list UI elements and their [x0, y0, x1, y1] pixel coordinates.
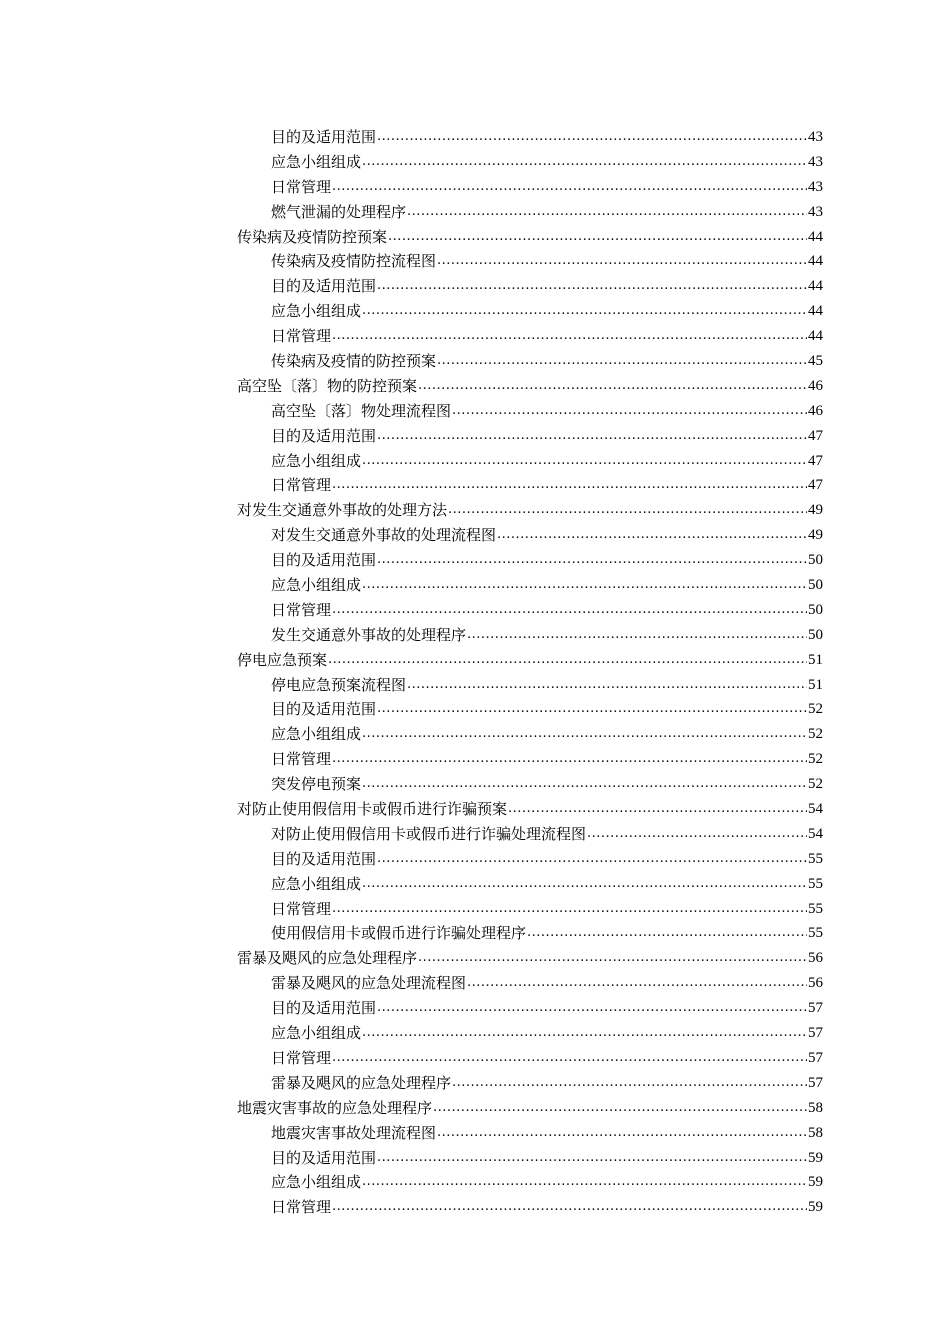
toc-section-entry[interactable]: [237, 498, 823, 523]
toc-entry-title: 雷暴及飓风的应急处理程序: [237, 949, 418, 968]
toc-entry-title: 停电应急预案: [237, 650, 328, 669]
toc-entry-title: 对防止使用假信用卡或假币进行诈骗处理流程图: [271, 824, 587, 843]
toc-entry-page-number: 46: [808, 377, 823, 394]
toc-dot-leader: [362, 1170, 807, 1195]
toc-subsection-entry[interactable]: [237, 473, 823, 498]
toc-entry-page-number: 50: [808, 577, 823, 594]
toc-entry-page-number: 56: [808, 950, 823, 967]
toc-dot-leader: [448, 498, 807, 523]
toc-entry-page-number: 49: [808, 502, 823, 519]
toc-dot-leader: [433, 1096, 807, 1121]
toc-entry-page-number: 44: [808, 228, 823, 245]
toc-entry-page-number: 43: [808, 178, 823, 195]
toc-section-entry[interactable]: [237, 374, 823, 399]
toc-entry-page-number: 43: [808, 203, 823, 220]
toc-dot-leader: [407, 673, 807, 698]
toc-subsection-entry[interactable]: [237, 523, 823, 548]
toc-entry-page-number: 58: [808, 1124, 823, 1141]
toc-dot-leader: [437, 349, 807, 374]
toc-entry-page-number: 52: [808, 751, 823, 768]
toc-entry-page-number: 57: [808, 1074, 823, 1091]
toc-section-entry[interactable]: [237, 797, 823, 822]
toc-dot-leader: [332, 897, 807, 922]
toc-entry-title: 对发生交通意外事故的处理流程图: [271, 526, 497, 545]
toc-entry-page-number: 56: [808, 975, 823, 992]
toc-entry-title: 目的及适用范围: [271, 551, 377, 570]
toc-entry-page-number: 55: [808, 925, 823, 942]
toc-subsection-entry[interactable]: [237, 573, 823, 598]
toc-subsection-entry[interactable]: [237, 598, 823, 623]
toc-subsection-entry[interactable]: [237, 449, 823, 474]
toc-subsection-entry[interactable]: [237, 673, 823, 698]
toc-entry-page-number: 47: [808, 477, 823, 494]
toc-entry-title: 目的及适用范围: [271, 1148, 377, 1167]
toc-entry-page-number: 43: [808, 153, 823, 170]
toc-entry-title: 传染病及疫情的防控预案: [271, 352, 437, 370]
toc-subsection-entry[interactable]: [237, 772, 823, 797]
toc-entry-title: 目的及适用范围: [271, 127, 377, 146]
toc-dot-leader: [332, 747, 807, 772]
toc-dot-leader: [377, 996, 807, 1021]
toc-entry-page-number: 44: [808, 278, 823, 295]
toc-dot-leader: [377, 424, 807, 449]
table-of-contents: [237, 125, 823, 1220]
toc-subsection-entry[interactable]: [237, 274, 823, 299]
toc-dot-leader: [377, 847, 807, 872]
toc-dot-leader: [362, 772, 807, 797]
toc-dot-leader: [377, 697, 807, 722]
toc-entry-title: 地震灾害事故处理流程图: [271, 1123, 437, 1142]
toc-entry-page-number: 51: [808, 676, 823, 693]
toc-section-entry[interactable]: [237, 946, 823, 971]
toc-dot-leader: [407, 200, 807, 225]
toc-entry-page-number: 59: [808, 1149, 823, 1166]
toc-entry-title: 对防止使用假信用卡或假币进行诈骗预案: [237, 800, 508, 819]
toc-subsection-entry[interactable]: [237, 897, 823, 922]
toc-entry-title: 应急小组组成: [271, 152, 362, 171]
toc-entry-title: 停电应急预案流程图: [271, 675, 407, 694]
toc-dot-leader: [377, 274, 807, 299]
toc-entry-page-number: 59: [808, 1174, 823, 1191]
toc-subsection-entry[interactable]: [237, 249, 823, 274]
toc-subsection-entry[interactable]: [237, 1021, 823, 1046]
toc-entry-title: 日常管理: [271, 1198, 332, 1217]
toc-subsection-entry[interactable]: [237, 1170, 823, 1195]
toc-entry-page-number: 55: [808, 850, 823, 867]
toc-dot-leader: [377, 1146, 807, 1171]
toc-dot-leader: [508, 797, 807, 822]
toc-entry-page-number: 43: [808, 128, 823, 145]
toc-entry-page-number: 58: [808, 1099, 823, 1116]
toc-dot-leader: [437, 1121, 807, 1146]
toc-entry-page-number: 44: [808, 303, 823, 320]
toc-entry-page-number: 47: [808, 427, 823, 444]
toc-entry-page-number: 52: [808, 726, 823, 743]
toc-dot-leader: [377, 125, 807, 150]
toc-subsection-entry[interactable]: [237, 1195, 823, 1220]
toc-entry-title: 传染病及疫情防控流程图: [271, 252, 437, 271]
toc-section-entry[interactable]: [237, 225, 823, 250]
toc-entry-title: 地震灾害事故的应急处理程序: [237, 1098, 433, 1117]
toc-dot-leader: [332, 1046, 807, 1071]
toc-dot-leader: [527, 922, 807, 947]
toc-subsection-entry[interactable]: [237, 922, 823, 947]
toc-entry-page-number: 44: [808, 253, 823, 270]
toc-dot-leader: [332, 473, 807, 498]
toc-dot-leader: [362, 449, 807, 474]
toc-dot-leader: [452, 1071, 807, 1096]
toc-entry-title: 日常管理: [271, 177, 332, 196]
toc-entry-page-number: 49: [808, 527, 823, 544]
toc-entry-page-number: 55: [808, 875, 823, 892]
toc-entry-page-number: 52: [808, 776, 823, 793]
toc-entry-title: 目的及适用范围: [271, 426, 377, 445]
toc-subsection-entry[interactable]: [237, 424, 823, 449]
toc-entry-title: 日常管理: [271, 899, 332, 918]
toc-entry-title: 燃气泄漏的处理程序: [271, 202, 407, 221]
toc-entry-title: 日常管理: [271, 750, 332, 769]
toc-entry-page-number: 46: [808, 402, 823, 419]
toc-subsection-entry[interactable]: [237, 299, 823, 324]
toc-entry-title: 高空坠〔落〕物处理流程图: [271, 401, 452, 420]
toc-dot-leader: [388, 225, 807, 250]
toc-dot-leader: [332, 598, 807, 623]
toc-section-entry[interactable]: [237, 1096, 823, 1121]
toc-entry-title: 目的及适用范围: [271, 999, 377, 1018]
toc-entry-title: 突发停电预案: [271, 775, 362, 794]
toc-dot-leader: [437, 249, 807, 274]
toc-dot-leader: [377, 548, 807, 573]
toc-entry-title: 应急小组组成: [271, 874, 362, 893]
toc-subsection-entry[interactable]: [237, 847, 823, 872]
toc-dot-leader: [587, 822, 807, 847]
toc-entry-title: 目的及适用范围: [271, 700, 377, 719]
toc-entry-title: 目的及适用范围: [271, 277, 377, 296]
toc-subsection-entry[interactable]: [237, 200, 823, 225]
toc-dot-leader: [418, 946, 807, 971]
toc-entry-title: 使用假信用卡或假币进行诈骗处理程序: [271, 924, 527, 943]
toc-dot-leader: [332, 175, 807, 200]
toc-entry-page-number: 59: [808, 1199, 823, 1216]
toc-subsection-entry[interactable]: [237, 996, 823, 1021]
toc-entry-title: 应急小组组成: [271, 576, 362, 595]
toc-subsection-entry[interactable]: [237, 399, 823, 424]
toc-subsection-entry[interactable]: [237, 697, 823, 722]
toc-entry-title: 日常管理: [271, 1048, 332, 1067]
toc-entry-page-number: 54: [808, 801, 823, 818]
toc-subsection-entry[interactable]: [237, 872, 823, 897]
toc-subsection-entry[interactable]: [237, 722, 823, 747]
toc-entry-page-number: 55: [808, 900, 823, 917]
toc-entry-page-number: 50: [808, 626, 823, 643]
toc-entry-page-number: 57: [808, 1049, 823, 1066]
toc-subsection-entry[interactable]: [237, 150, 823, 175]
toc-entry-title: 传染病及疫情防控预案: [237, 227, 388, 246]
toc-dot-leader: [332, 1195, 807, 1220]
toc-entry-title: 日常管理: [271, 327, 332, 346]
toc-section-entry[interactable]: [237, 648, 823, 673]
toc-entry-title: 雷暴及飓风的应急处理程序: [271, 1073, 452, 1092]
toc-entry-page-number: 57: [808, 1000, 823, 1017]
toc-entry-title: 日常管理: [271, 600, 332, 619]
toc-entry-title: 应急小组组成: [271, 302, 362, 321]
toc-subsection-entry[interactable]: [237, 822, 823, 847]
toc-entry-title: 对发生交通意外事故的处理方法: [237, 501, 448, 520]
toc-dot-leader: [362, 299, 807, 324]
toc-subsection-entry[interactable]: [237, 175, 823, 200]
toc-subsection-entry[interactable]: [237, 623, 823, 648]
toc-subsection-entry[interactable]: [237, 324, 823, 349]
toc-dot-leader: [452, 399, 807, 424]
toc-entry-title: 日常管理: [271, 476, 332, 495]
toc-entry-title: 应急小组组成: [271, 451, 362, 470]
toc-entry-title: 应急小组组成: [271, 725, 362, 744]
toc-dot-leader: [362, 573, 807, 598]
toc-entry-page-number: 50: [808, 601, 823, 618]
toc-dot-leader: [467, 971, 807, 996]
toc-entry-title: 应急小组组成: [271, 1173, 362, 1192]
toc-subsection-entry[interactable]: [237, 349, 823, 374]
toc-entry-page-number: 45: [808, 353, 823, 369]
toc-subsection-entry[interactable]: [237, 1146, 823, 1171]
toc-entry-page-number: 51: [808, 651, 823, 668]
toc-subsection-entry[interactable]: [237, 747, 823, 772]
toc-subsection-entry[interactable]: [237, 125, 823, 150]
toc-entry-title: 发生交通意外事故的处理程序: [271, 625, 467, 644]
toc-entry-page-number: 57: [808, 1025, 823, 1042]
toc-entry-page-number: 54: [808, 825, 823, 842]
toc-subsection-entry[interactable]: [237, 971, 823, 996]
toc-entry-title: 应急小组组成: [271, 1024, 362, 1043]
toc-entry-title: 高空坠〔落〕物的防控预案: [237, 376, 418, 395]
toc-dot-leader: [362, 722, 807, 747]
toc-entry-page-number: 50: [808, 552, 823, 569]
toc-entry-page-number: 52: [808, 701, 823, 718]
toc-entry-title: 雷暴及飓风的应急处理流程图: [271, 974, 467, 993]
toc-dot-leader: [467, 623, 807, 648]
toc-subsection-entry[interactable]: [237, 548, 823, 573]
toc-dot-leader: [332, 324, 807, 349]
toc-dot-leader: [418, 374, 807, 399]
toc-dot-leader: [362, 150, 807, 175]
toc-dot-leader: [497, 523, 807, 548]
toc-subsection-entry[interactable]: [237, 1121, 823, 1146]
toc-dot-leader: [362, 872, 807, 897]
toc-dot-leader: [328, 648, 807, 673]
toc-dot-leader: [362, 1021, 807, 1046]
toc-entry-page-number: 47: [808, 452, 823, 469]
toc-subsection-entry[interactable]: [237, 1046, 823, 1071]
toc-subsection-entry[interactable]: [237, 1071, 823, 1096]
toc-entry-title: 目的及适用范围: [271, 849, 377, 868]
toc-entry-page-number: 44: [808, 328, 823, 345]
